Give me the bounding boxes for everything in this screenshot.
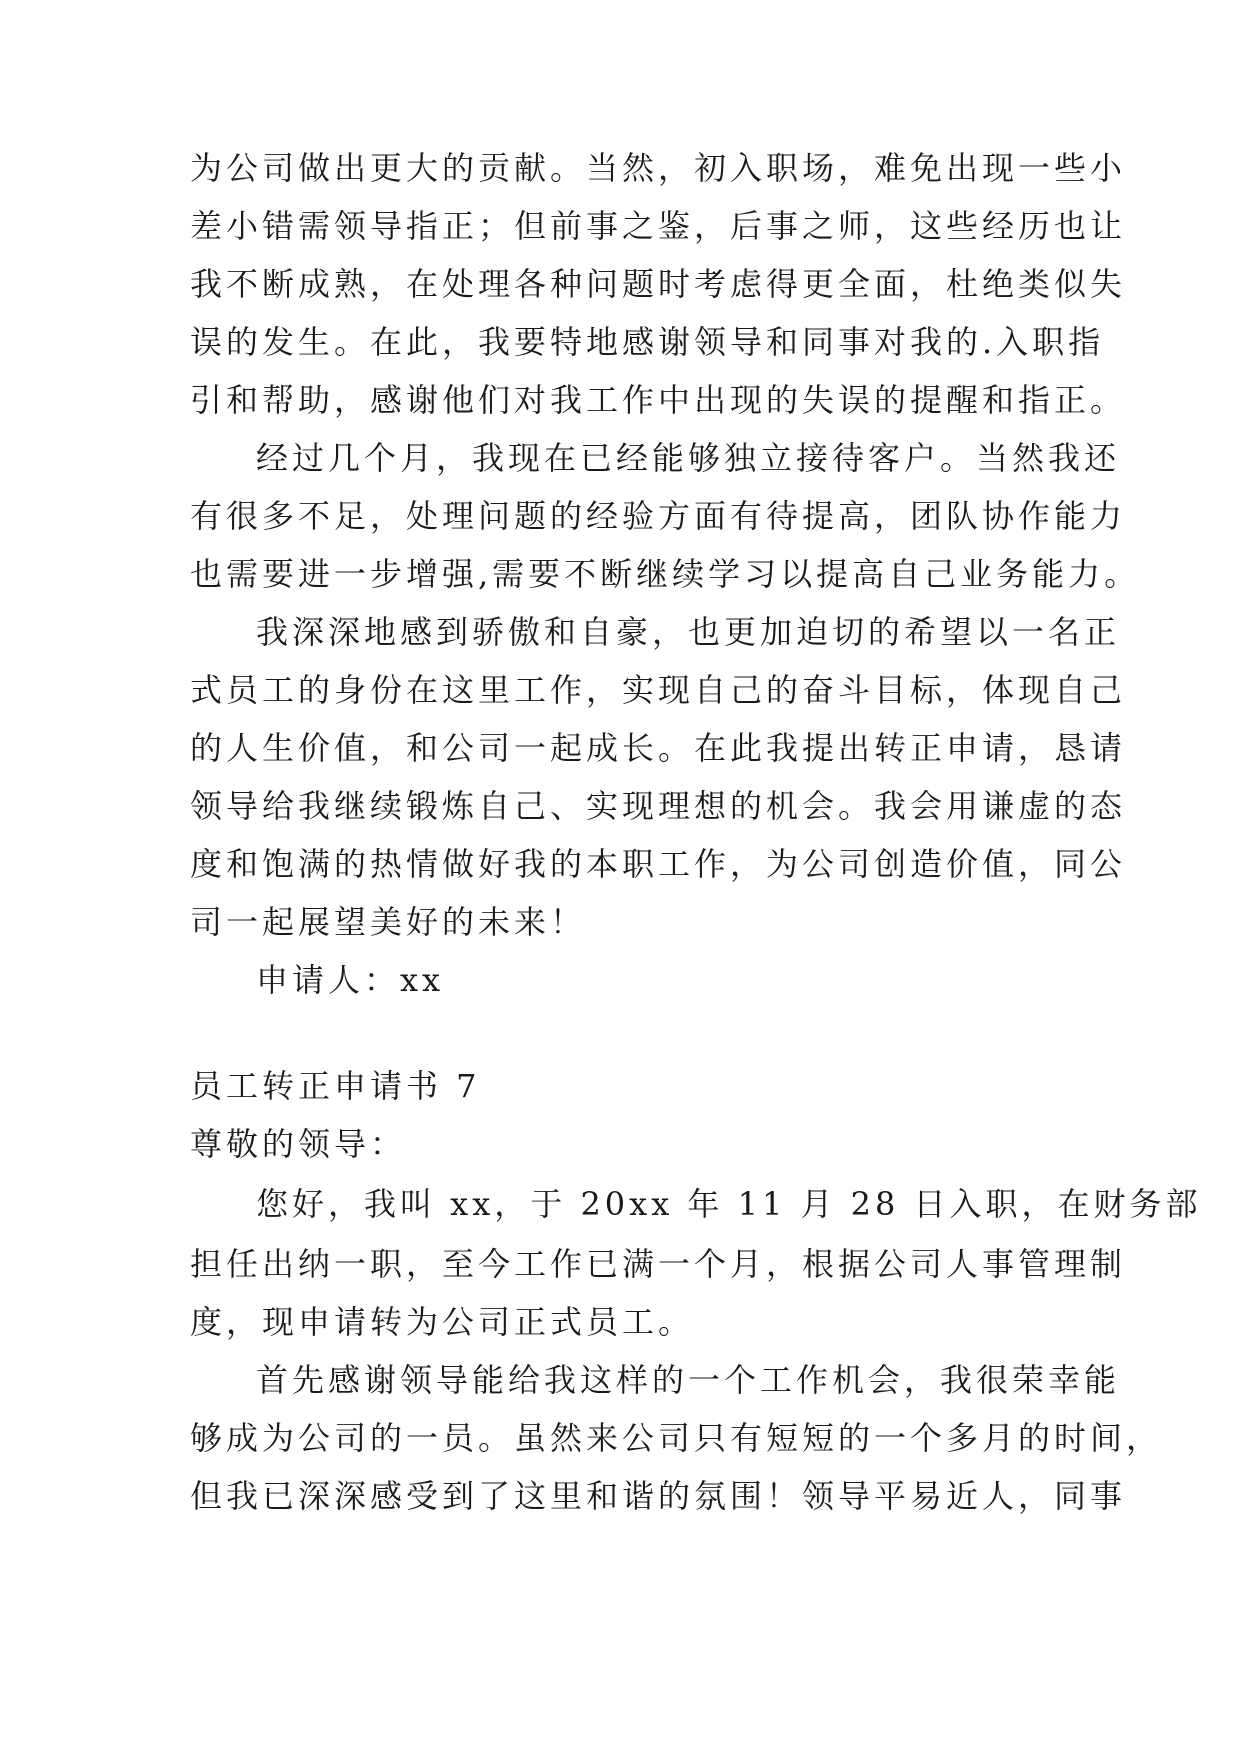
paragraph-first-line: 我深深地感到骄傲和自豪，也更加迫切的希望以一名正 bbox=[256, 613, 1121, 651]
body-text-line: 也需要进一步增强,需要不断继续学习以提高自己业务能力。 bbox=[190, 555, 1141, 593]
body-text-line: 误的发生。在此，我要特地感谢领导和同事对我的.入职指 bbox=[190, 323, 1105, 361]
body-text-line: 有很多不足，处理问题的经验方面有待提高，团队协作能力 bbox=[190, 497, 1127, 535]
body-text-line: 够成为公司的一员。虽然来公司只有短短的一个多月的时间， bbox=[190, 1419, 1163, 1457]
body-text-line: 我不断成熟，在处理各种问题时考虑得更全面，杜绝类似失 bbox=[190, 265, 1127, 303]
body-text-line: 担任出纳一职，至今工作已满一个月，根据公司人事管理制 bbox=[190, 1245, 1127, 1283]
body-text-line: 为公司做出更大的贡献。当然，初入职场，难免出现一些小 bbox=[190, 149, 1127, 187]
section-title: 员工转正申请书 7 bbox=[190, 1067, 481, 1105]
body-text-line: 但我已深深感受到了这里和谐的氛围！领导平易近人，同事 bbox=[190, 1477, 1127, 1515]
salutation: 尊敬的领导： bbox=[190, 1125, 407, 1163]
body-text-line: 差小错需领导指正；但前事之鉴，后事之师，这些经历也让 bbox=[190, 207, 1127, 245]
applicant-signature: 申请人：xx bbox=[256, 961, 445, 999]
body-text-line: 度和饱满的热情做好我的本职工作，为公司创造价值，同公 bbox=[190, 845, 1127, 883]
body-text-line: 司一起展望美好的未来！ bbox=[190, 903, 587, 941]
body-text-line: 领导给我继续锻炼自己、实现理想的机会。我会用谦虚的态 bbox=[190, 787, 1127, 825]
body-text-line: 式员工的身份在这里工作，实现自己的奋斗目标，体现自己 bbox=[190, 671, 1127, 709]
paragraph-first-line: 您好，我叫 xx，于 20xx 年 11 月 28 日入职，在财务部 bbox=[256, 1185, 1202, 1223]
body-text-line: 引和帮助，感谢他们对我工作中出现的失误的提醒和指正。 bbox=[190, 381, 1127, 419]
body-text-line: 的人生价值，和公司一起成长。在此我提出转正申请，恳请 bbox=[190, 729, 1127, 767]
paragraph-first-line: 经过几个月，我现在已经能够独立接待客户。当然我还 bbox=[256, 439, 1121, 477]
paragraph-first-line: 首先感谢领导能给我这样的一个工作机会，我很荣幸能 bbox=[256, 1361, 1121, 1399]
body-text-line: 度，现申请转为公司正式员工。 bbox=[190, 1303, 695, 1341]
